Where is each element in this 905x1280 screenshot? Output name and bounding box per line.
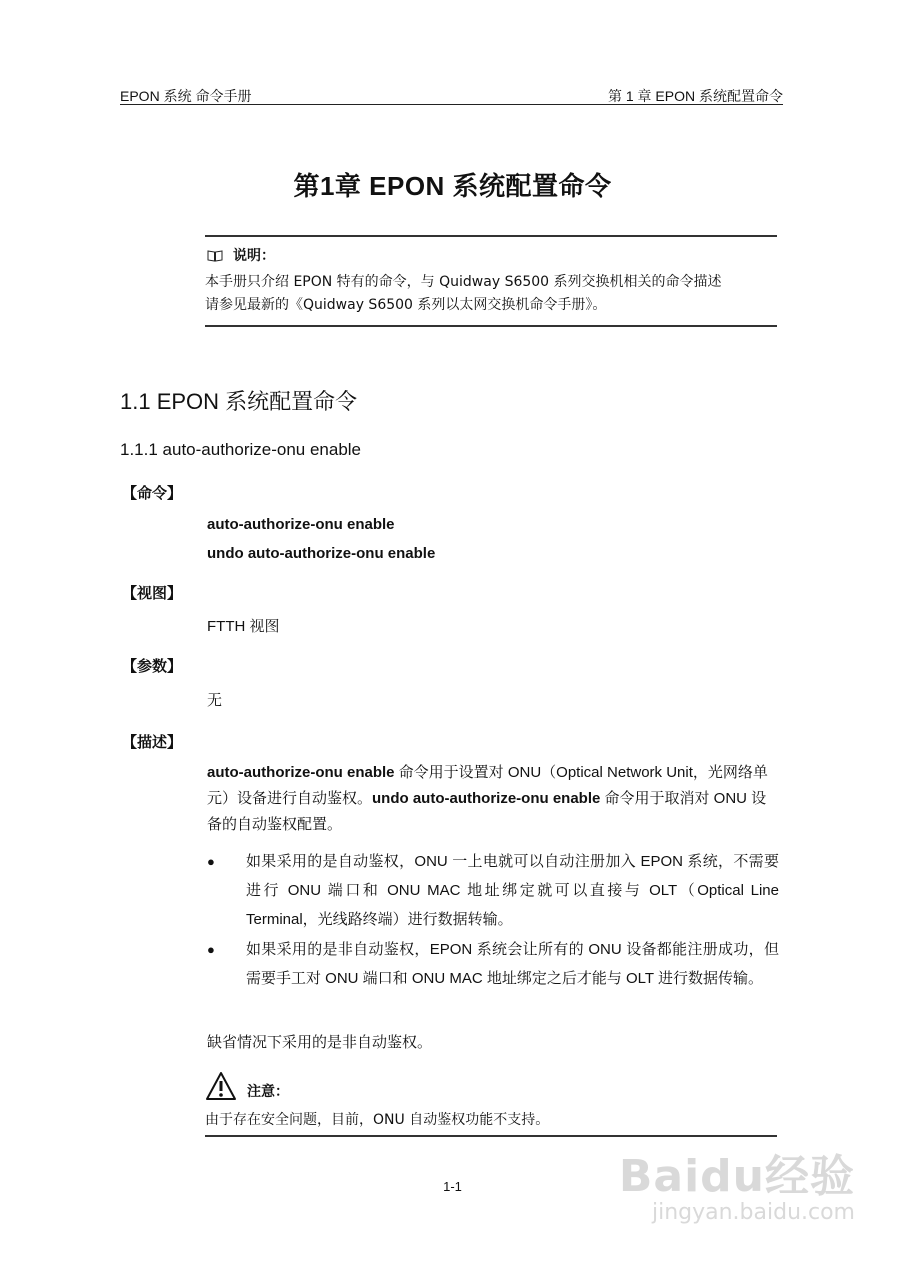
description-cmd-1: auto-authorize-onu enable (207, 764, 395, 781)
bullet-item-2 (207, 935, 779, 993)
description-text-1: 命令用于设置对 ONU（Optical Network Unit，光网络单元）设备进行自动鉴权。 (207, 764, 768, 807)
command-line-2: undo auto-authorize-onu enable (207, 545, 436, 562)
description-text-2: 命令用于取消对 ONU 设备的自动鉴权配置。 (207, 790, 767, 833)
note-body (205, 271, 777, 317)
watermark-main: Baidu经验 (618, 1151, 855, 1202)
description-cmd-2: undo auto-authorize-onu enable (372, 790, 601, 807)
header-rule (120, 104, 783, 105)
command-list (207, 510, 779, 568)
note-header (205, 243, 777, 267)
page-number: 1-1 (443, 1179, 462, 1194)
params-value: 无 (207, 692, 223, 709)
label-description: 【描述】 (122, 734, 183, 751)
view-value: FTTH 视图 (207, 618, 280, 635)
warning-title: 注意： (247, 1084, 289, 1100)
section-title: 1.1 EPON 系统配置命令 (120, 389, 358, 414)
bullet-item-1 (207, 847, 779, 934)
warning-box (205, 1069, 777, 1137)
bullet-text-2: 如果采用的是非自动鉴权，EPON 系统会让所有的 ONU 设备都能注册成功，但需要手工对 ONU 端口和 ONU MAC 地址绑定之后才能与 OLT 进行数据传输。 (246, 941, 779, 987)
baidu-watermark (619, 1140, 855, 1225)
header-left: EPON 系统 命令手册 (120, 88, 252, 104)
label-params: 【参数】 (122, 658, 183, 675)
default-text: 缺省情况下采用的是非自动鉴权。 (207, 1034, 433, 1051)
note-box (205, 235, 777, 327)
command-line-1: auto-authorize-onu enable (207, 516, 395, 533)
warning-header (205, 1069, 777, 1101)
warning-text: 由于存在安全问题，目前，ONU 自动鉴权功能不支持。 (205, 1112, 550, 1128)
warning-icon (205, 1071, 237, 1101)
bullet-dot: ● (207, 854, 215, 869)
book-icon (207, 249, 223, 262)
subsection-title: 1.1.1 auto-authorize-onu enable (120, 440, 362, 459)
description-paragraph (207, 760, 779, 838)
label-command: 【命令】 (122, 485, 183, 502)
note-line-2: 请参见最新的《Quidway S6500 系列以太网交换机命令手册》。 (205, 297, 607, 313)
note-title: 说明： (233, 248, 275, 264)
label-view: 【视图】 (122, 585, 183, 602)
chapter-title: 第1章 EPON 系统配置命令 (293, 171, 612, 201)
watermark-sub: jingyan.baidu.com (651, 1200, 855, 1225)
bullet-text-1: 如果采用的是自动鉴权，ONU 一上电就可以自动注册加入 EPON 系统，不需要进行 ONU 端口和 ONU MAC 地址绑定就可以直接与 OLT（Optical Line Terminal，光线路终端）进行数据转输。 (246, 853, 779, 928)
bullet-dot: ● (207, 942, 215, 957)
header-right: 第 1 章 EPON 系统配置命令 (607, 88, 783, 104)
note-line-1: 本手册只介绍 EPON 特有的命令，与 Quidway S6500 系列交换机相关的命令描述 (205, 274, 722, 290)
